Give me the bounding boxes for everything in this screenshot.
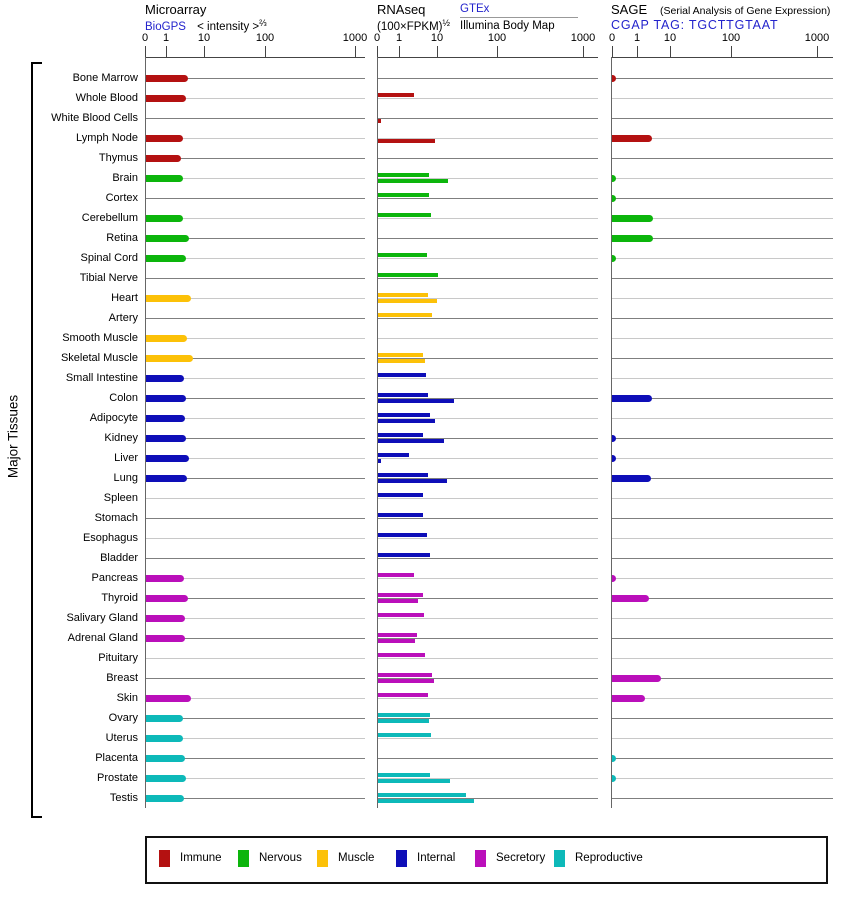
row-line-microarray xyxy=(146,318,365,319)
row-line-microarray xyxy=(146,538,365,539)
axis-tick-label-sage: 1000 xyxy=(804,32,830,44)
row-line-microarray xyxy=(146,498,365,499)
legend-label-immune: Immune xyxy=(180,852,222,864)
row-line-rnaseq xyxy=(378,378,598,379)
tissue-label: White Blood Cells xyxy=(51,112,138,124)
bar-rnaseq-illumina xyxy=(378,799,474,803)
row-line-sage xyxy=(612,498,833,499)
sage-title: SAGE xyxy=(611,2,648,17)
bar-rnaseq-illumina xyxy=(378,639,415,643)
row-line-sage xyxy=(612,158,833,159)
tissue-label: Salivary Gland xyxy=(66,612,138,624)
row-line-microarray xyxy=(146,278,365,279)
bar-sage-sage xyxy=(612,675,661,682)
bar-sage-sage xyxy=(612,195,616,202)
bar-rnaseq-gtex xyxy=(378,273,438,277)
bar-rnaseq-gtex xyxy=(378,553,430,557)
rnaseq-formula: (100×FPKM)$^{\frac{1}{2}}$ xyxy=(377,18,451,33)
bar-rnaseq-gtex xyxy=(378,713,430,717)
bar-rnaseq-gtex xyxy=(378,313,432,317)
axis-tick-label-sage: 0 xyxy=(608,32,616,44)
tissue-label: Adipocyte xyxy=(89,412,138,424)
bar-sage-sage xyxy=(612,595,649,602)
row-line-rnaseq xyxy=(378,498,598,499)
tissue-label: Testis xyxy=(109,792,138,804)
bar-microarray-microarray xyxy=(146,575,184,582)
axis-tick-label-microarray: 0 xyxy=(141,32,149,44)
axis-tick-rnaseq xyxy=(583,46,584,57)
row-line-microarray xyxy=(146,558,365,559)
tissue-label: Small Intestine xyxy=(65,372,138,384)
legend-label-nervous: Nervous xyxy=(259,852,302,864)
row-line-rnaseq xyxy=(378,558,598,559)
row-line-sage xyxy=(612,98,833,99)
axis-tick-microarray xyxy=(166,46,167,57)
legend-swatch-internal xyxy=(396,850,407,867)
bar-rnaseq-illumina xyxy=(378,599,418,603)
axis-tick-label-microarray: 10 xyxy=(197,32,211,44)
axis-tick-rnaseq xyxy=(377,46,378,57)
bar-rnaseq-gtex xyxy=(378,353,423,357)
row-line-sage xyxy=(612,258,833,259)
row-line-sage xyxy=(612,618,833,619)
bar-microarray-microarray xyxy=(146,615,185,622)
row-line-rnaseq xyxy=(378,278,598,279)
bar-sage-sage xyxy=(612,755,616,762)
bar-microarray-microarray xyxy=(146,695,191,702)
bar-rnaseq-illumina xyxy=(378,419,435,423)
tissue-label: Stomach xyxy=(94,512,138,524)
tissue-label: Spinal Cord xyxy=(80,252,138,264)
tissue-label: Liver xyxy=(114,452,138,464)
axis-tick-microarray xyxy=(204,46,205,57)
bar-sage-sage xyxy=(612,435,616,442)
tissue-label: Whole Blood xyxy=(75,92,138,104)
row-line-sage xyxy=(612,358,833,359)
row-line-rnaseq xyxy=(378,618,598,619)
bar-rnaseq-gtex xyxy=(378,193,429,197)
bar-microarray-microarray xyxy=(146,435,186,442)
cgap-link[interactable]: CGAP TAG: TGCTTGTAAT xyxy=(611,18,779,32)
bar-microarray-microarray xyxy=(146,255,186,262)
tissue-label: Spleen xyxy=(103,492,138,504)
axis-tick-label-rnaseq: 1000 xyxy=(570,32,596,44)
legend-label-muscle: Muscle xyxy=(338,852,375,864)
row-line-sage xyxy=(612,78,833,79)
bar-rnaseq-illumina xyxy=(378,399,454,403)
bar-rnaseq-gtex xyxy=(378,253,427,257)
tissue-label: Bone Marrow xyxy=(72,72,138,84)
row-line-sage xyxy=(612,758,833,759)
row-line-sage xyxy=(612,118,833,119)
bar-rnaseq-gtex xyxy=(378,453,409,457)
row-line-rnaseq xyxy=(378,458,598,459)
bar-rnaseq-illumina xyxy=(378,679,434,683)
tissue-label: Adrenal Gland xyxy=(67,632,138,644)
bar-microarray-microarray xyxy=(146,95,186,102)
bar-rnaseq-gtex xyxy=(378,653,425,657)
axis-top-line-rnaseq xyxy=(377,57,598,58)
bar-rnaseq-gtex xyxy=(378,473,428,477)
row-line-microarray xyxy=(146,518,365,519)
tissue-label: Smooth Muscle xyxy=(62,332,138,344)
row-line-sage xyxy=(612,438,833,439)
row-line-sage xyxy=(612,798,833,799)
sage-note: (Serial Analysis of Gene Expression) xyxy=(660,5,831,17)
bar-microarray-microarray xyxy=(146,135,183,142)
legend-swatch-muscle xyxy=(317,850,328,867)
rnaseq-title: RNAseq xyxy=(377,2,426,17)
bar-microarray-microarray xyxy=(146,755,185,762)
bar-sage-sage xyxy=(612,455,616,462)
axis-tick-label-microarray: 1 xyxy=(162,32,170,44)
bar-microarray-microarray xyxy=(146,455,189,462)
row-line-rnaseq xyxy=(378,738,598,739)
tissue-label: Thyroid xyxy=(101,592,138,604)
bar-rnaseq-gtex xyxy=(378,533,427,537)
bar-sage-sage xyxy=(612,235,653,242)
bar-sage-sage xyxy=(612,395,652,402)
tissue-label: Esophagus xyxy=(82,532,138,544)
bar-sage-sage xyxy=(612,255,616,262)
row-line-rnaseq xyxy=(378,238,598,239)
row-line-sage xyxy=(612,558,833,559)
row-line-sage xyxy=(612,778,833,779)
microarray-title: Microarray xyxy=(145,2,207,17)
bar-rnaseq-gtex xyxy=(378,93,414,97)
gtex-link[interactable]: GTEx xyxy=(460,3,490,15)
bar-rnaseq-gtex xyxy=(378,293,428,297)
bar-sage-sage xyxy=(612,475,651,482)
bar-sage-sage xyxy=(612,215,653,222)
microarray-scale-label: < intensity > xyxy=(197,21,260,33)
tissue-label: Skin xyxy=(116,692,138,704)
row-line-sage xyxy=(612,458,833,459)
axis-tick-label-sage: 10 xyxy=(663,32,677,44)
bar-rnaseq-illumina xyxy=(378,479,447,483)
bar-microarray-microarray xyxy=(146,295,191,302)
tissue-label: Colon xyxy=(109,392,138,404)
axis-tick-microarray xyxy=(355,46,356,57)
row-line-rnaseq xyxy=(378,218,598,219)
legend-swatch-nervous xyxy=(238,850,249,867)
row-line-rnaseq xyxy=(378,98,598,99)
tissue-label: Retina xyxy=(106,232,138,244)
bar-microarray-microarray xyxy=(146,415,185,422)
bar-rnaseq-gtex xyxy=(378,213,431,217)
tissue-label: Heart xyxy=(111,292,138,304)
axis-tick-sage xyxy=(731,46,732,57)
bar-rnaseq-gtex xyxy=(378,633,417,637)
bar-microarray-microarray xyxy=(146,735,183,742)
bar-sage-sage xyxy=(612,75,616,82)
row-line-rnaseq xyxy=(378,318,598,319)
axis-tick-label-rnaseq: 1 xyxy=(395,32,403,44)
axis-tick-label-rnaseq: 100 xyxy=(487,32,507,44)
row-line-rnaseq xyxy=(378,658,598,659)
bar-microarray-microarray xyxy=(146,795,184,802)
bar-microarray-microarray xyxy=(146,775,186,782)
row-line-rnaseq xyxy=(378,538,598,539)
bar-rnaseq-illumina xyxy=(378,299,437,303)
bar-microarray-microarray xyxy=(146,635,185,642)
tissue-label: Lung xyxy=(113,472,138,484)
row-line-sage xyxy=(612,638,833,639)
legend-label-secretory: Secretory xyxy=(496,852,546,864)
bar-sage-sage xyxy=(612,775,616,782)
row-line-rnaseq xyxy=(378,258,598,259)
row-line-sage xyxy=(612,658,833,659)
bar-microarray-microarray xyxy=(146,155,181,162)
bar-rnaseq-gtex xyxy=(378,493,423,497)
bar-microarray-microarray xyxy=(146,75,188,82)
bar-rnaseq-gtex xyxy=(378,513,423,517)
row-line-sage xyxy=(612,278,833,279)
axis-tick-label-sage: 1 xyxy=(633,32,641,44)
bar-rnaseq-gtex xyxy=(378,413,430,417)
axis-tick-rnaseq xyxy=(399,46,400,57)
bar-microarray-microarray xyxy=(146,335,187,342)
row-line-rnaseq xyxy=(378,578,598,579)
row-line-microarray xyxy=(146,658,365,659)
row-line-sage xyxy=(612,378,833,379)
bar-rnaseq-gtex xyxy=(378,433,423,437)
bar-rnaseq-illumina xyxy=(378,179,448,183)
legend-swatch-immune xyxy=(159,850,170,867)
bar-sage-sage xyxy=(612,695,645,702)
axis-tick-microarray xyxy=(265,46,266,57)
row-line-rnaseq xyxy=(378,78,598,79)
bar-sage-sage xyxy=(612,175,616,182)
microarray-exponent: ⅔ xyxy=(259,18,267,28)
major-tissues-label: Major Tissues xyxy=(5,394,21,479)
row-line-sage xyxy=(612,738,833,739)
bar-microarray-microarray xyxy=(146,395,186,402)
axis-tick-sage xyxy=(670,46,671,57)
bar-rnaseq-illumina xyxy=(378,779,450,783)
bar-rnaseq-gtex xyxy=(378,573,414,577)
row-line-rnaseq xyxy=(378,118,598,119)
tissue-label: Breast xyxy=(106,672,138,684)
row-line-sage xyxy=(612,518,833,519)
row-line-sage xyxy=(612,698,833,699)
bar-microarray-microarray xyxy=(146,235,189,242)
row-line-sage xyxy=(612,178,833,179)
bar-rnaseq-gtex xyxy=(378,733,431,737)
tissue-label: Thymus xyxy=(98,152,138,164)
bar-sage-sage xyxy=(612,575,616,582)
legend-label-internal: Internal xyxy=(417,852,456,864)
tissue-label: Tibial Nerve xyxy=(79,272,138,284)
bar-microarray-microarray xyxy=(146,355,193,362)
tissue-label: Skeletal Muscle xyxy=(60,352,138,364)
tissue-label: Cerebellum xyxy=(81,212,138,224)
bar-rnaseq-gtex xyxy=(378,593,423,597)
legend-label-reproductive: Reproductive xyxy=(575,852,643,864)
bar-microarray-microarray xyxy=(146,215,183,222)
bar-microarray-microarray xyxy=(146,375,184,382)
bar-sage-sage xyxy=(612,135,652,142)
bar-rnaseq-gtex xyxy=(378,793,466,797)
tissue-label: Uterus xyxy=(105,732,138,744)
bar-rnaseq-gtex xyxy=(378,673,432,677)
bar-rnaseq-gtex xyxy=(378,173,429,177)
rnaseq-exponent: ½ xyxy=(442,18,451,28)
bar-rnaseq-illumina xyxy=(378,139,435,143)
row-line-microarray xyxy=(146,678,365,679)
bar-rnaseq-gtex xyxy=(378,613,424,617)
row-line-rnaseq xyxy=(378,158,598,159)
tissue-label: Pancreas xyxy=(91,572,138,584)
axis-top-line-sage xyxy=(611,57,833,58)
legend xyxy=(145,836,828,884)
axis-tick-rnaseq xyxy=(437,46,438,57)
legend-swatch-secretory xyxy=(475,850,486,867)
bar-rnaseq-gtex xyxy=(378,693,428,697)
tissue-label: Lymph Node xyxy=(76,132,138,144)
row-line-sage xyxy=(612,338,833,339)
bar-rnaseq-gtex xyxy=(378,773,430,777)
row-line-sage xyxy=(612,298,833,299)
axis-tick-label-rnaseq: 0 xyxy=(373,32,381,44)
row-line-sage xyxy=(612,718,833,719)
bar-microarray-microarray xyxy=(146,595,188,602)
axis-tick-sage xyxy=(612,46,613,57)
row-line-rnaseq xyxy=(378,758,598,759)
row-line-sage xyxy=(612,578,833,579)
row-line-sage xyxy=(612,418,833,419)
row-line-rnaseq xyxy=(378,198,598,199)
bar-microarray-microarray xyxy=(146,175,183,182)
row-line-rnaseq xyxy=(378,518,598,519)
tissue-label: Ovary xyxy=(108,712,138,724)
axis-tick-rnaseq xyxy=(497,46,498,57)
bar-microarray-microarray xyxy=(146,715,183,722)
axis-tick-label-microarray: 100 xyxy=(255,32,275,44)
axis-tick-label-microarray: 1000 xyxy=(342,32,368,44)
biogps-link[interactable]: BioGPS xyxy=(145,21,186,33)
axis-top-line-microarray xyxy=(145,57,365,58)
tissue-label: Pituitary xyxy=(98,652,138,664)
bar-rnaseq-illumina xyxy=(378,439,444,443)
row-line-sage xyxy=(612,318,833,319)
axis-tick-sage xyxy=(637,46,638,57)
tissue-label: Brain xyxy=(112,172,138,184)
row-line-rnaseq xyxy=(378,338,598,339)
bar-rnaseq-gtex xyxy=(378,393,428,397)
bar-rnaseq-illumina xyxy=(378,359,425,363)
row-line-sage xyxy=(612,538,833,539)
tissue-label: Kidney xyxy=(104,432,138,444)
axis-tick-microarray xyxy=(145,46,146,57)
bar-microarray-microarray xyxy=(146,475,187,482)
tissue-label: Artery xyxy=(108,312,138,324)
tissue-label: Cortex xyxy=(105,192,138,204)
row-line-sage xyxy=(612,198,833,199)
row-line-microarray xyxy=(146,118,365,119)
axis-tick-label-rnaseq: 10 xyxy=(430,32,444,44)
row-line-microarray xyxy=(146,198,365,199)
bar-rnaseq-illumina xyxy=(378,459,381,463)
bar-rnaseq-illumina xyxy=(378,119,381,123)
row-line-rnaseq xyxy=(378,698,598,699)
legend-swatch-reproductive xyxy=(554,850,565,867)
bar-rnaseq-gtex xyxy=(378,373,426,377)
axis-tick-sage xyxy=(817,46,818,57)
bar-rnaseq-illumina xyxy=(378,719,429,723)
axis-tick-label-sage: 100 xyxy=(721,32,741,44)
tissue-label: Placenta xyxy=(95,752,138,764)
illumina-label: Illumina Body Map xyxy=(460,20,555,32)
tissue-label: Bladder xyxy=(100,552,138,564)
tissue-label: Prostate xyxy=(97,772,138,784)
